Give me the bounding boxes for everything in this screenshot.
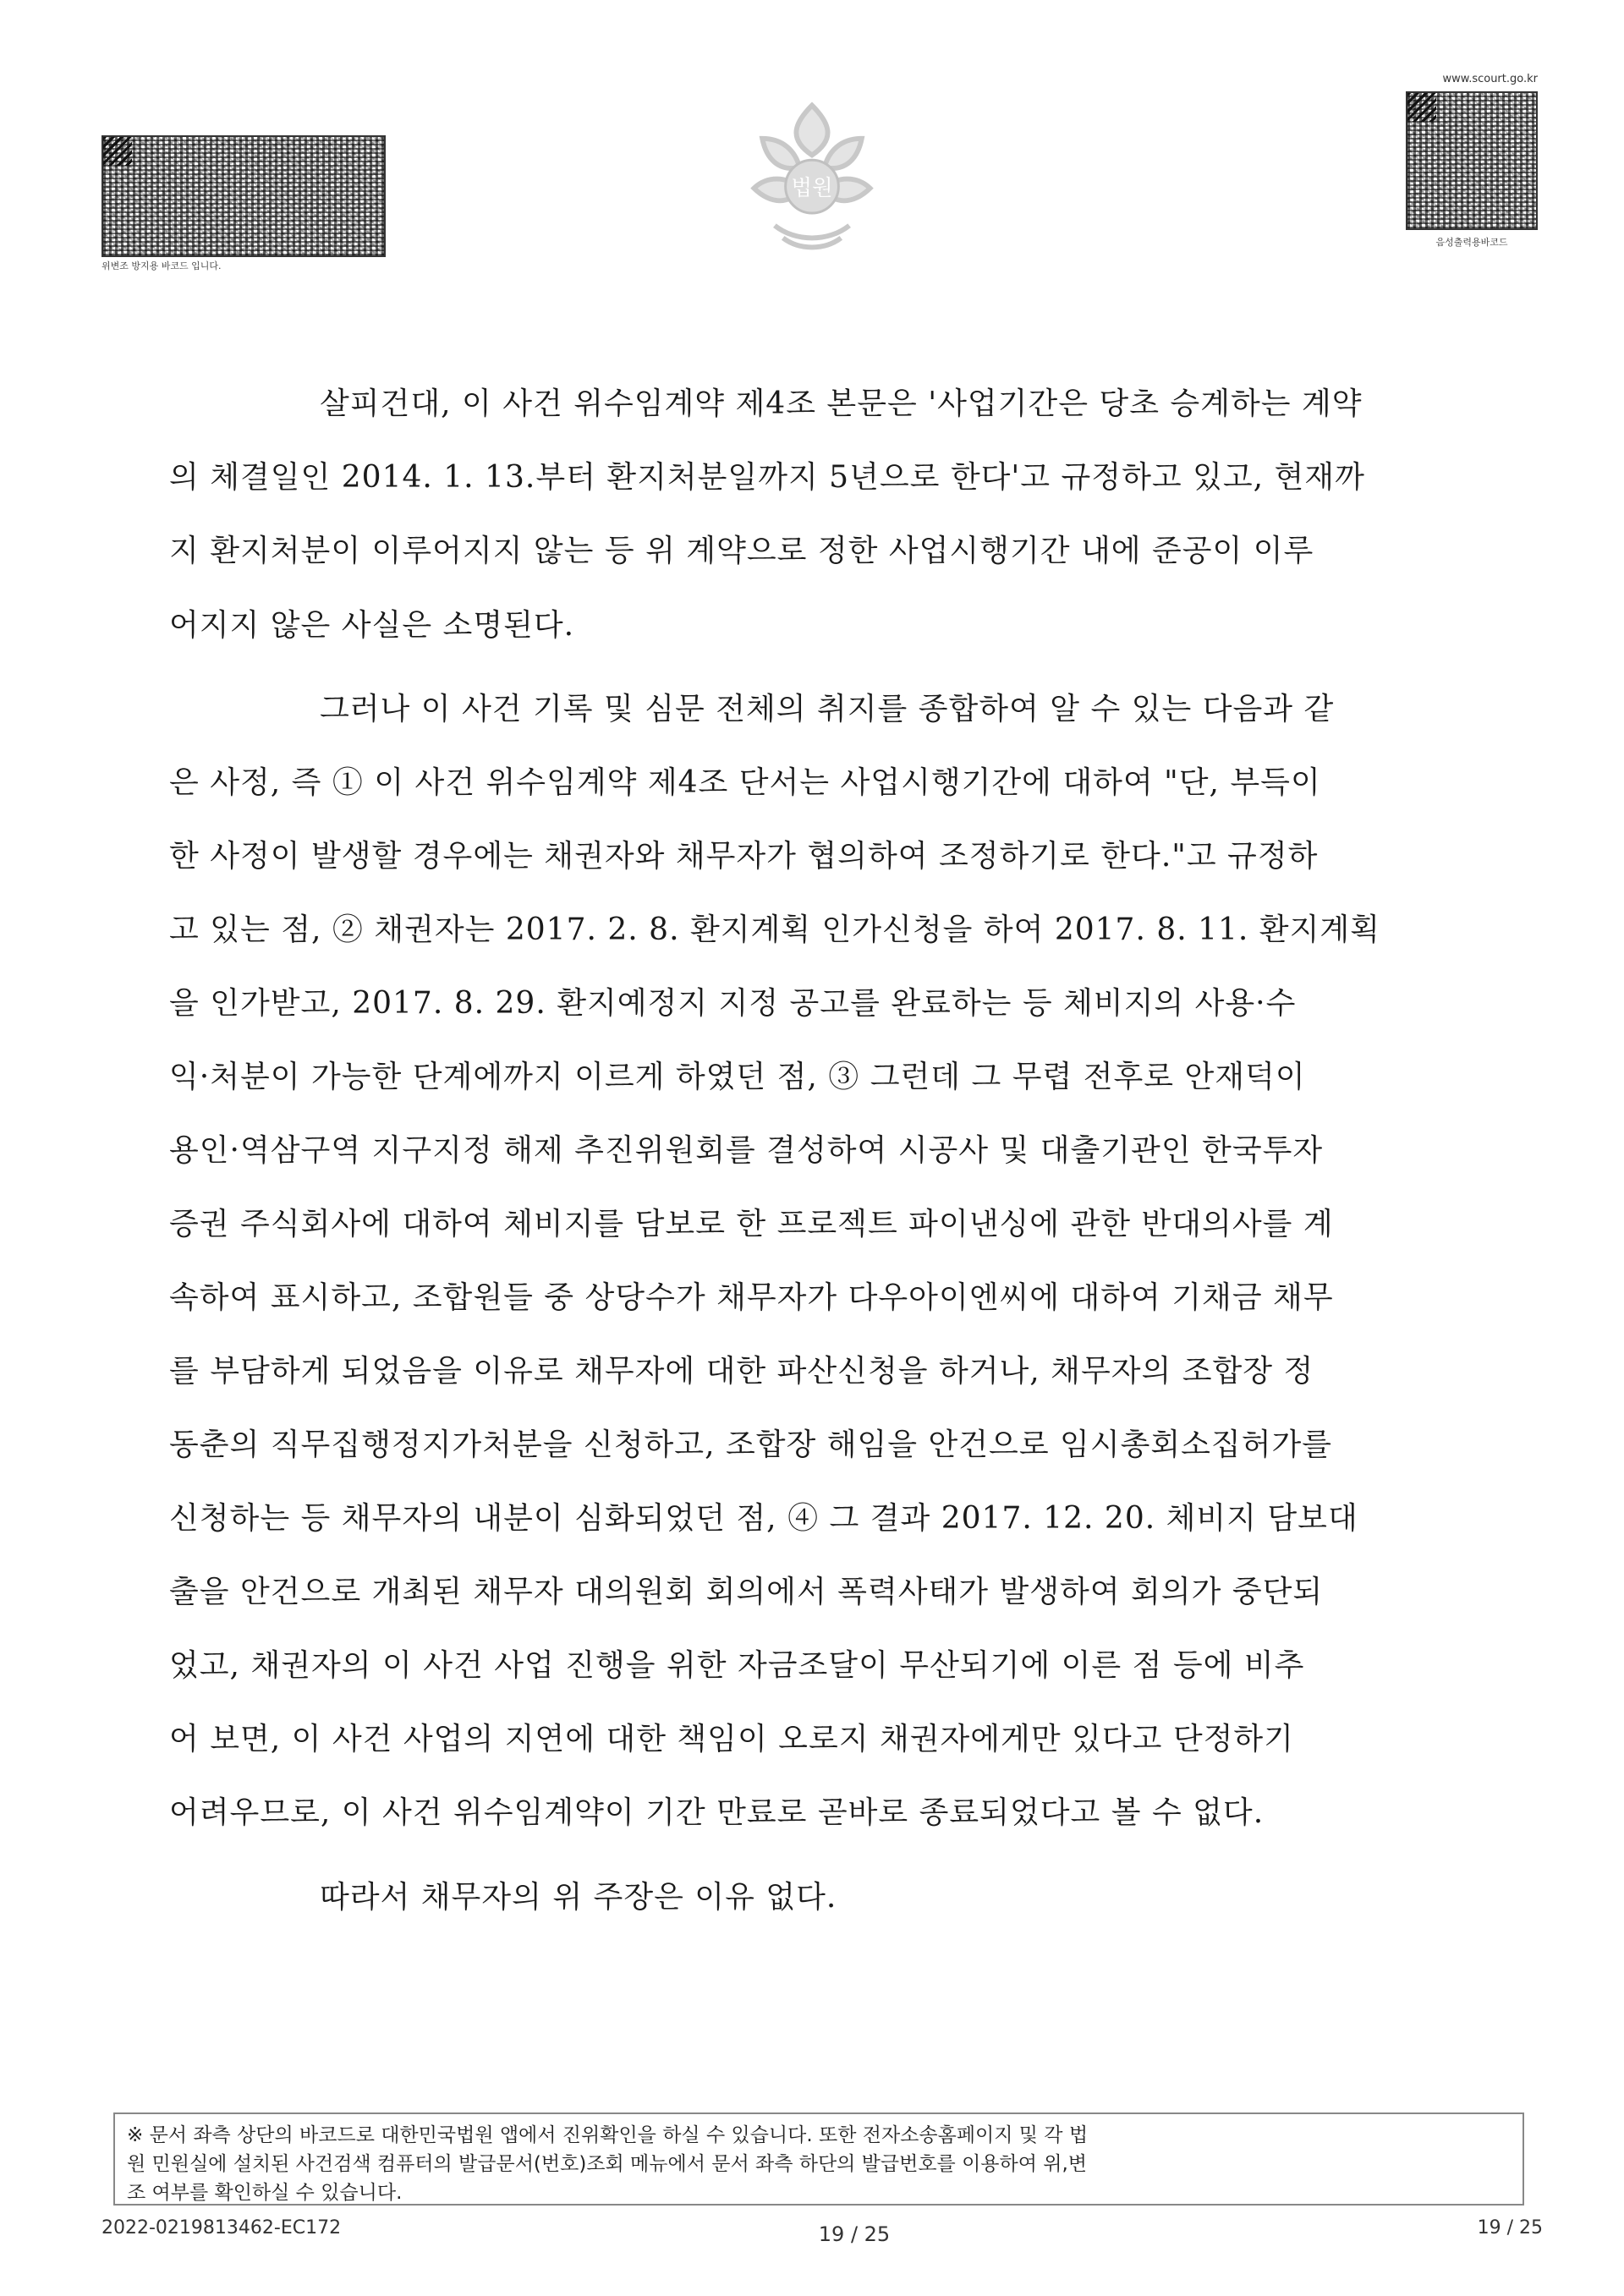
notice-line: 원 민원실에 설치된 사건검색 컴퓨터의 발급문서(번호)조회 메뉴에서 문서 좌측 하단의 발급번호를 이용하여 위,변: [127, 2153, 1088, 2175]
text-line: 어 보면, 이 사건 사업의 지연에 대한 책임이 오로지 채권자에게만 있다고 단정하기: [169, 1722, 1294, 1756]
text-line: 익·처분이 가능한 단계에까지 이르게 하였던 점, ③ 그런데 그 무렵 전후로 안재덕이: [169, 1060, 1306, 1094]
text-line: 을 인가받고, 2017. 8. 29. 환지예정지 지정 공고를 완료하는 등 체비지의 사용·수: [169, 986, 1297, 1021]
text-line: 출을 안건으로 개최된 채무자 대의원회 회의에서 폭력사태가 발생하여 회의가 중단되: [169, 1575, 1324, 1609]
page-number-center: 19 / 25: [818, 2222, 891, 2246]
barcode-right-caption: 음성출력용바코드: [1435, 237, 1508, 248]
text-line: 용인·역삼구역 지구지정 해제 추진위원회를 결성하여 시공사 및 대출기관인 한국투자: [169, 1133, 1324, 1168]
text-line: 속하여 표시하고, 조합원들 중 상당수가 채무자가 다우아이엔씨에 대하여 기채금 채무: [169, 1280, 1334, 1315]
text-line: 의 체결일인 2014. 1. 13.부터 환지처분일까지 5년으로 한다'고 규정하고 있고, 현재까: [169, 460, 1365, 495]
page-number-right: 19 / 25: [1477, 2217, 1543, 2238]
text-line: 따라서 채무자의 위 주장은 이유 없다.: [320, 1880, 837, 1915]
text-line: 었고, 채권자의 이 사건 사업 진행을 위한 자금조달이 무산되기에 이른 점 등에 비추: [169, 1648, 1305, 1683]
text-line: 지 환지처분이 이루어지지 않는 등 위 계약으로 정한 사업시행기간 내에 준공이 이루: [169, 534, 1314, 568]
text-line: 증권 주식회사에 대하여 체비지를 담보로 한 프로젝트 파이낸싱에 관한 반대의사를 계: [169, 1207, 1334, 1241]
notice-line: ※ 문서 좌측 상단의 바코드로 대한민국법원 앱에서 진위확인을 하실 수 있습니다. 또한 전자소송홈페이지 및 각 법: [127, 2124, 1089, 2146]
seal-text: 법원: [791, 175, 833, 201]
text-line: 를 부담하게 되었음을 이유로 채무자에 대한 파산신청을 하거나, 채무자의 조합장 정: [169, 1354, 1314, 1389]
barcode-left-caption: 위변조 방지용 바코드 입니다.: [102, 260, 222, 271]
text-line: 동춘의 직무집행정지가처분을 신청하고, 조합장 해임을 안건으로 임시총회소집허가를: [169, 1427, 1333, 1462]
text-line: 어려우므로, 이 사건 위수임계약이 기간 만료로 곧바로 종료되었다고 볼 수 없다.: [169, 1795, 1265, 1830]
barcode-corner-mark: [1407, 93, 1436, 122]
issue-number: 2022-0219813462-EC172: [102, 2217, 342, 2238]
text-line: 어지지 않은 사실은 소명된다.: [169, 608, 575, 643]
text-line: 은 사정, 즉 ① 이 사건 위수임계약 제4조 단서는 사업시행기간에 대하여 "단, 부득이: [169, 765, 1321, 800]
court-seal-watermark: [729, 89, 895, 255]
verification-notice-box: [113, 2112, 1524, 2206]
text-line: 살피건대, 이 사건 위수임계약 제4조 본문은 '사업기간은 당초 승계하는 계약: [320, 386, 1363, 421]
text-line: 신청하는 등 채무자의 내분이 심화되었던 점, ④ 그 결과 2017. 12. 20. 체비지 담보대: [169, 1501, 1358, 1536]
text-line: 그러나 이 사건 기록 및 심문 전체의 취지를 종합하여 알 수 있는 다음과 같: [320, 692, 1335, 726]
audio-output-barcode: [1406, 91, 1538, 230]
notice-line: 조 여부를 확인하실 수 있습니다.: [127, 2182, 403, 2204]
anti-forgery-barcode: [102, 135, 386, 257]
site-url: www.scourt.go.kr: [1442, 73, 1538, 85]
text-line: 고 있는 점, ② 채권자는 2017. 2. 8. 환지계획 인가신청을 하여 2017. 8. 11. 환지계획: [169, 912, 1380, 947]
barcode-corner-mark: [103, 137, 132, 166]
text-line: 한 사정이 발생할 경우에는 채권자와 채무자가 협의하여 조정하기로 한다."고 규정하: [169, 839, 1319, 874]
